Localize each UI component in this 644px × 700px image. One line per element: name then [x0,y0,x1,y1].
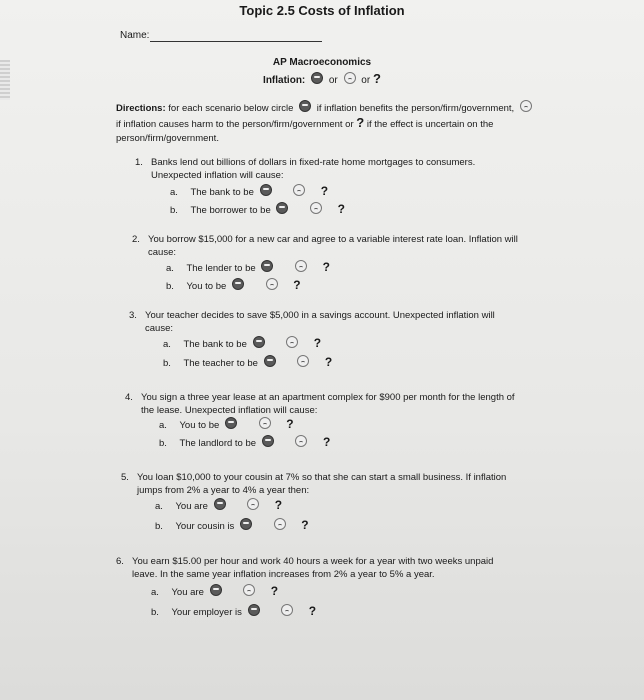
question-mark-choice[interactable]: ? [293,278,301,292]
answer-row [155,518,309,532]
course-title: AP Macroeconomics [272,57,372,68]
question-text: You borrow $15,000 for a new car and agree to a variable interest rate loan. Inflation will [148,234,518,245]
answer-row [170,202,345,216]
question-text: jumps from 2% a year to 4% a year then: [137,485,310,496]
answer-text: You are [175,501,208,512]
page-title: Topic 2.5 Costs of Inflation [239,3,405,18]
or-text: or [361,75,371,86]
sad-face-icon[interactable] [259,417,271,429]
smiling-face-icon[interactable] [262,435,274,447]
inflation-label: Inflation: [263,75,306,86]
question-number: 3. [129,310,137,321]
answer-text: The borrower to be [190,205,271,216]
question-mark-choice[interactable]: ? [313,336,322,350]
sad-face-icon[interactable] [281,604,293,616]
sad-face-icon[interactable] [293,184,305,196]
question-mark-choice[interactable]: ? [286,417,294,431]
name-blank-line [150,41,322,42]
smiling-face-icon[interactable] [264,355,276,367]
directions-text: if the effect is uncertain on the person/firm/government. [116,119,494,144]
answer-letter: b. [163,358,171,369]
question-text: You loan $10,000 to your cousin at 7% so that she can start a small business. If inflation [137,472,507,483]
answer-row [166,260,330,274]
question-mark-choice[interactable]: ? [301,518,309,532]
answer-letter: a. [163,339,171,350]
answer-text: You to be [186,281,227,292]
name-label: Name: [120,30,150,41]
sad-face-icon[interactable] [243,584,255,596]
smiling-face-icon[interactable] [260,184,272,196]
answer-text: You to be [179,420,220,431]
answer-letter: a. [151,587,159,598]
directions-text: for each scenario below circle [168,103,294,114]
question-mark-choice[interactable]: ? [274,498,283,512]
smiling-face-icon[interactable] [225,417,237,429]
smiling-face-icon[interactable] [248,604,260,616]
answer-text: Your employer is [171,607,242,618]
answer-text: The teacher to be [183,358,258,369]
answer-row [163,355,332,369]
answer-row [163,336,321,350]
question-4 [125,391,561,417]
question-1 [135,156,551,182]
answer-row [170,184,328,198]
question-text: cause: [148,247,176,258]
question-number: 2. [132,234,140,245]
sad-face-icon [520,100,532,112]
answer-text: The bank to be [183,339,247,350]
question-mark-choice[interactable]: ? [320,184,329,198]
question-text: You earn $15.00 per hour and work 40 hours a week for a year with two weeks unpaid [132,556,494,567]
answer-text: You are [171,587,204,598]
sad-face-icon[interactable] [295,435,307,447]
smiling-face-icon [299,100,311,112]
answer-letter: a. [170,187,178,198]
directions-text: if inflation causes harm to the person/firm/government or [116,119,354,130]
answer-text: The bank to be [190,187,254,198]
question-mark: ? [372,71,381,86]
question-3 [129,309,555,335]
directions [116,100,556,146]
question-2 [132,233,558,259]
smiling-face-icon[interactable] [240,518,252,530]
question-mark-choice[interactable]: ? [322,435,331,449]
sad-face-icon[interactable] [274,518,286,530]
answer-row [159,435,330,449]
question-number: 4. [125,392,133,403]
directions-label: Directions: [116,103,166,114]
answer-text: The landlord to be [179,438,257,449]
question-number: 5. [121,472,129,483]
question-6 [116,555,552,581]
sad-face-icon[interactable] [266,278,278,290]
answer-row [155,498,282,512]
sad-face-icon[interactable] [295,260,307,272]
answer-row [151,604,316,618]
sad-face-icon [344,72,356,84]
question-text: leave. In the same year inflation increases from 2% a year to 5% a year. [132,569,435,580]
question-mark: ? [356,115,365,130]
question-text: Banks lend out billions of dollars in fixed-rate home mortgages to consumers. [151,157,476,168]
question-text: Unexpected inflation will cause: [151,170,284,181]
question-5 [121,471,557,497]
question-text: the lease. Unexpected inflation will cause: [141,405,318,416]
smiling-face-icon[interactable] [214,498,226,510]
question-number: 1. [135,157,143,168]
question-mark-choice[interactable]: ? [270,584,279,598]
or-text: or [328,75,338,86]
smiling-face-icon[interactable] [261,260,273,272]
sad-face-icon[interactable] [297,355,309,367]
question-text: cause: [145,323,173,334]
question-text: Your teacher decides to save $5,000 in a savings account. Unexpected inflation will [145,310,495,321]
answer-letter: a. [166,263,174,274]
answer-text: Your cousin is [175,521,235,532]
answer-letter: a. [155,501,163,512]
answer-text: The lender to be [186,263,256,274]
answer-row [159,417,294,431]
answer-letter: b. [155,521,163,532]
answer-row [151,584,278,598]
smiling-face-icon[interactable] [253,336,265,348]
answer-letter: b. [159,438,167,449]
smiling-face-icon[interactable] [232,278,244,290]
question-number: 6. [116,556,124,567]
smiling-face-icon[interactable] [276,202,288,214]
question-mark-choice[interactable]: ? [324,355,333,369]
answer-letter: b. [170,205,178,216]
question-text: You sign a three year lease at an apartment complex for $900 per month for the length of [141,392,515,403]
inflation-legend [0,71,644,86]
sad-face-icon[interactable] [247,498,259,510]
question-mark-choice[interactable]: ? [308,604,317,618]
smiling-face-icon [311,72,323,84]
sad-face-icon[interactable] [286,336,298,348]
directions-text: if inflation benefits the person/firm/government, [316,103,515,114]
answer-letter: b. [166,281,174,292]
question-mark-choice[interactable]: ? [337,202,345,216]
smiling-face-icon[interactable] [210,584,222,596]
question-mark-choice[interactable]: ? [322,260,330,274]
answer-letter: a. [159,420,167,431]
answer-row [166,278,301,292]
sad-face-icon[interactable] [310,202,322,214]
answer-letter: b. [151,607,159,618]
